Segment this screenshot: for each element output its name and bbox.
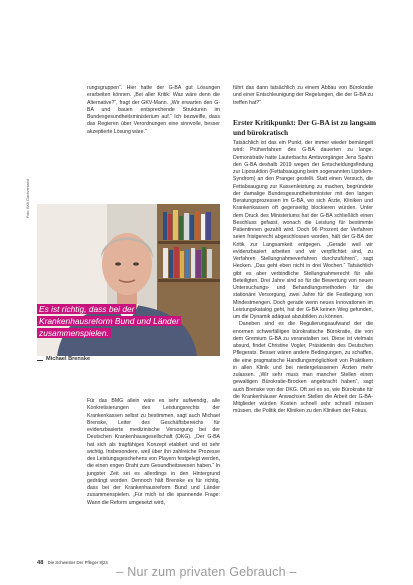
left-column-top [87,85,220,136]
right-column-body [233,140,373,416]
right-column [233,85,373,107]
paragraph: rungsgruppen“. Hier hatte der G-BA gut Lösungen erarbeiten können. „Bei aller Kritik: Was wäre denn die Alternative?“, fragt der GKV-Mann. „Wir erwarten den G-BA und bauen entsprechende Strukturen im Bundesgesundheitsministerium auf.“ Ich bezweifle, dass das Regieren über Verordnungen eine sinnvolle, besser akzeptierte Lösung wäre.“ [87,85,220,135]
paragraph: Für das BMG allein wäre es sehr aufwendig, alle Konkretisierungen des Leistungsrechts der Krankenkassen selbst zu bestimmen, sagt auch Michael Brenske, Leiter des Geschäftsbereichs für evidenzbasierte medizinische Versorgung bei der Deutschen Krankenhausgesellschaft (DKG). „Der G-BA hat sich als tragfähiges Konzept etabliert und ist sehr wichtig. Insbesondere, weil über ihn zahlreiche Prozesse des Leistungsgeschehens von Playern festgelegt werden, die einen engen Draht zum Gesundheitswesen haben.“ In jungster Zeit sei es allerdings in den Hintergrund gedrängt worden. Dennoch hält Brenske es für richtig, dass bei der Krankenhausreform Bund und Länder zusammenspielen. „Für mich ist die spannende Frage: Wann die Reform umgesetzt wird, [87,398,220,506]
journal-name: Die Schwester Der Pfleger 8|24 [47,560,108,565]
quote-attribution: Michael Brenske [46,356,91,362]
left-column-bottom [87,398,220,507]
paragraph: Tatsächlich ist das ein Punkt, der immer wieder bemängelt wird: Prüfverfahren des G-BA dauerten zu lange. Demonstrativ hatte Lauterbachs Amtsvorgänger Jens Spahn den G-BA deshalb 2019 wegen der Entscheidungsfindung zur Liposuktion (Fettabsaugung beim sogenannten Lipödem-Syndrom) an den Pranger gestellt. Statt einen Versuch, die Fettabsaugung zur Kassenleistung zu machen, begründete der damalige Bundesgesundheitsminister mit den langen Beratungsprozessen im G-BA, wo sich Ärzte, Kliniken und Krankenkassen oft gegenseitig blockieren würden. Unter dem Druck des Ministeriums hat der G-BA schließlich einen Beschluss gefasst, wonach die Leistung für bestimmte Patientinnen gezahlt wird. Doch 96 Prozent der Verfahren seien fristgerecht abgeschlossen worden, hält der G-BA der Kritik zur Langsamkeit entgegen. „Gerade weil wir evidenzbasiert arbeiten und wir verpflichtet sind, zu Verfahren Stellungnahmeverfahren durchzuführen“, sagt Hecken. „Das geht eben nicht in drei Wochen.“ Tatsächlich gibt es aber verbindliche Stellungnahmerecht für alle Beteiligten. Drei Jahre sind so für die Bewertung von neuen Untersuchungs- und Behandlungsmethoden für die stationäre Versorgung, zwei Jahre für die Festlegung von Mindestmengen. Doch gerade wenn neues Innovationen im Leistungskatalog geht, hat der G-BA keinen Weg gefunden, um die Dynamik adäquat abzubilden zu können. [233,140,373,320]
page-number: 48 [37,560,44,566]
section-subheading: Erster Kritikpunkt: Der G-BA ist zu langsam und bürokratisch [233,118,377,137]
pull-quote-text: Es ist richtig, dass bei der Krankenhausreform Bund und Länder zusammenspielen. [39,304,180,338]
paragraph: führt das dann tatsächlich zu einem Abbau von Bürokratie und einer Entschleunigung der Regelungen, die der G-BA zu treffen hat?“ [233,85,373,106]
paragraph: Daneben sind es die Regulierungsaufwand der die enormen schwerfälligen bürokratische Bürokratie, die von dem Gremium G-BA zu veranstalten sei. Diese ist vielmals absurd, findet Christine Vogler, Präsidentin des Deutschen Pflegerats. Besser wären andere Bedingungen, zu schaffen, die eine pragmatische Handlungsmöglichkeit von Praktikern in allen Klinik und bei niedergelassenen Ärzten mehr zulassen. „Wir sehr muss man mancher Stellen einen gewaltigen Bürokratie-Brocken angebracht haben“, sagt auch Brenske von der DKG. Oft sei es so, wie Bürokratie für die Krankenhäuser Anwachsen Stellen die Arbeit der G-BA-Mitglieder würden Kosten schnell sehr schnell müssen müssen, die Politik der Kliniken zu den Kliniken der Fokus. [233,321,373,415]
pull-quote [37,303,187,339]
watermark: – Nur zum privaten Gebrauch – [116,565,297,579]
photo-credit: Foto: BKK Dachverband [26,179,30,218]
attribution-dash [37,360,43,361]
